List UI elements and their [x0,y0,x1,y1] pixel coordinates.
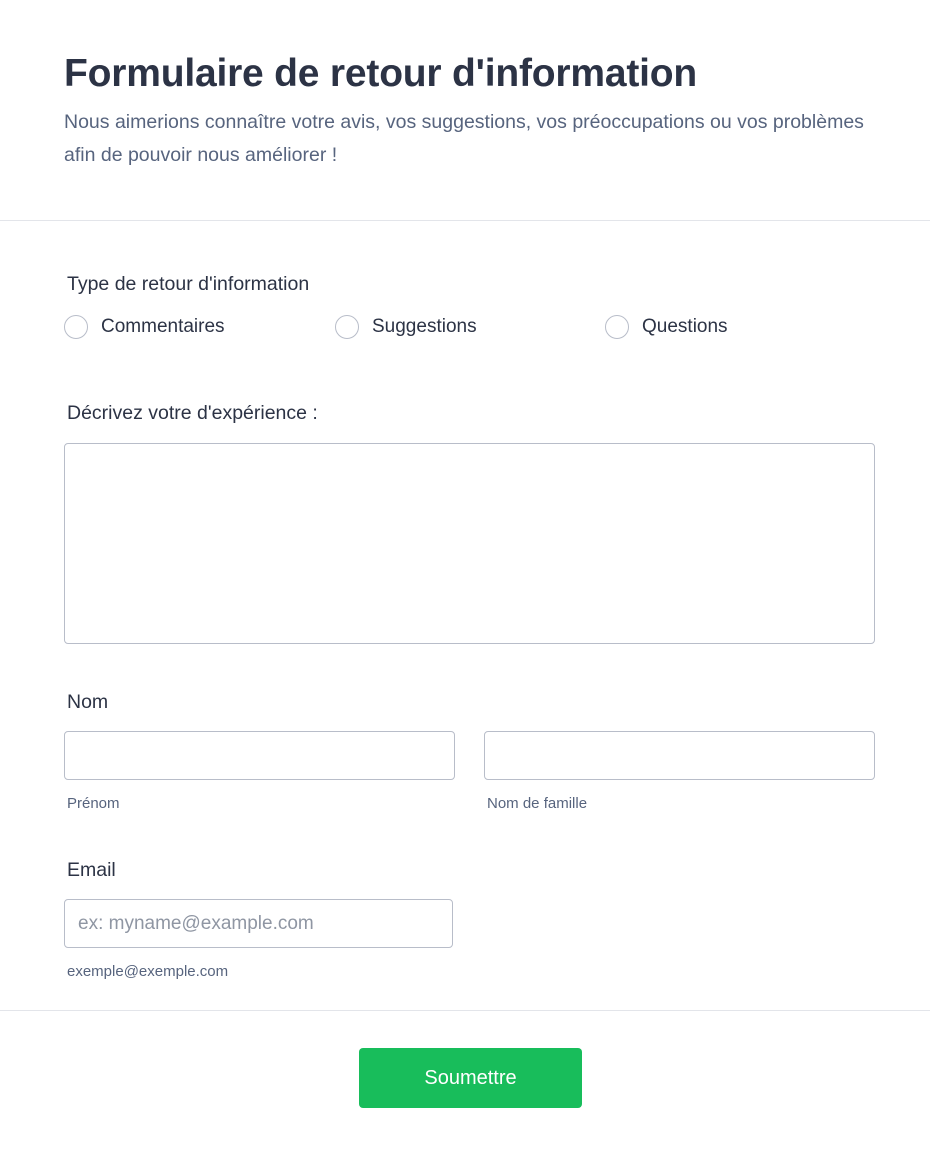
form-header [0,0,930,221]
form-subtitle: Nous aimerions connaître votre avis, vos suggestions, vos préoccupations ou vos problèmes afin de pouvoir nous améliorer ! [64,111,864,166]
radio-button[interactable] [605,315,629,339]
radio-option-label: Commentaires [101,316,225,337]
submit-button[interactable]: Soumettre [359,1048,582,1108]
form-title: Formulaire de retour d'information [64,52,698,95]
radio-option-label: Suggestions [372,316,477,337]
email-label: Email [67,859,116,881]
email-input[interactable] [64,899,453,948]
radio-option-label: Questions [642,316,728,337]
first-name-input[interactable] [64,731,455,780]
name-label: Nom [67,691,109,713]
footer-divider [0,1010,930,1011]
last-name-input[interactable] [484,731,875,780]
radio-button[interactable] [335,315,359,339]
experience-textarea[interactable] [64,443,875,644]
last-name-sublabel: Nom de famille [487,795,588,812]
radio-option-commentaires[interactable] [64,314,225,340]
experience-label: Décrivez votre d'expérience : [67,402,318,424]
radio-option-suggestions[interactable] [335,314,477,340]
email-sublabel: exemple@exemple.com [67,963,229,980]
feedback-type-label: Type de retour d'information [67,273,310,295]
radio-option-questions[interactable] [605,314,728,340]
first-name-sublabel: Prénom [67,795,120,812]
radio-button[interactable] [64,315,88,339]
